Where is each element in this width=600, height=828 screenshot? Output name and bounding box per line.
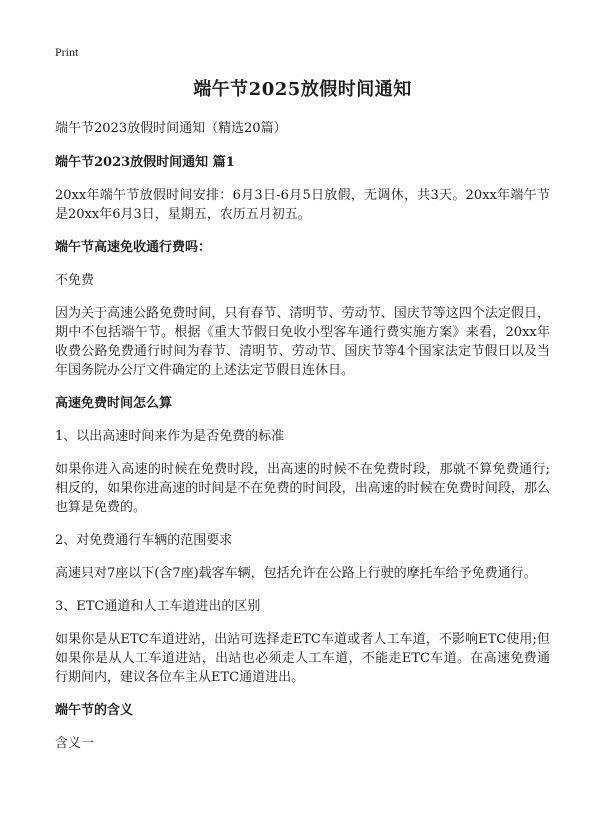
rule-3-title: 3、ETC通道和人工车道进出的区别 bbox=[55, 599, 261, 614]
section-heading-toll: 端午节高速免收通行费吗： bbox=[55, 240, 212, 255]
document-body bbox=[55, 75, 550, 767]
rule-3-paragraph: 如果你是从ETC车道进站，出站可选择走ETC车道或者人工车道，不影响ETC使用;但如果你是从人工车道进站，出站也必须走人工车道，不能走ETC车道。在高速免费通行期间内，建议各位车主从ETC通道进出。 bbox=[55, 632, 550, 685]
document-subtitle: 端午节2023放假时间通知（精选20篇） bbox=[55, 121, 287, 136]
toll-explanation-paragraph: 因为关于高速公路免费时间，只有春节、清明节、劳动节、国庆节等这四个法定假日，期中不包括端午节。根据《重大节假日免收小型客车通行费实施方案》来看，20xx年收费公路免费通行时间为春节、清明节、劳动节、国庆节等4个国家法定节假日以及当年国务院办公厅文件确定的上述法定节假日连休日。 bbox=[55, 306, 550, 378]
meaning-item-1: 含义一 bbox=[55, 736, 95, 751]
rule-2-paragraph: 高速只对7座以下(含7座)载客车辆，包括允许在公路上行驶的摩托车给予免费通行。 bbox=[55, 566, 537, 581]
print-link[interactable]: Print bbox=[55, 45, 79, 59]
rule-2-title: 2、对免费通行车辆的范围要求 bbox=[55, 533, 233, 548]
rule-1-title: 1、以出高速时间来作为是否免费的标准 bbox=[55, 429, 285, 444]
section-heading-meaning: 端午节的含义 bbox=[55, 703, 134, 718]
page-title: 端午节2025放假时间通知 bbox=[193, 79, 412, 100]
section-heading-free-time: 高速免费时间怎么算 bbox=[55, 396, 173, 411]
rule-1-paragraph: 如果你进入高速的时候在免费时段，出高速的时候不在免费时段，那就不算免费通行;相反的，如果你进高速的时间是不在免费的时间段，出高速的时候在免费时间段，那么也算是免费的。 bbox=[55, 462, 550, 515]
holiday-schedule-paragraph: 20xx年端午节放假时间安排：6月3日-6月5日放假，无调休，共3天。20xx年端午节是20xx年6月3日，星期五，农历五月初五。 bbox=[55, 188, 550, 222]
section-heading-notice: 端午节2023放假时间通知 篇1 bbox=[55, 155, 235, 170]
toll-answer: 不免费 bbox=[55, 273, 95, 288]
